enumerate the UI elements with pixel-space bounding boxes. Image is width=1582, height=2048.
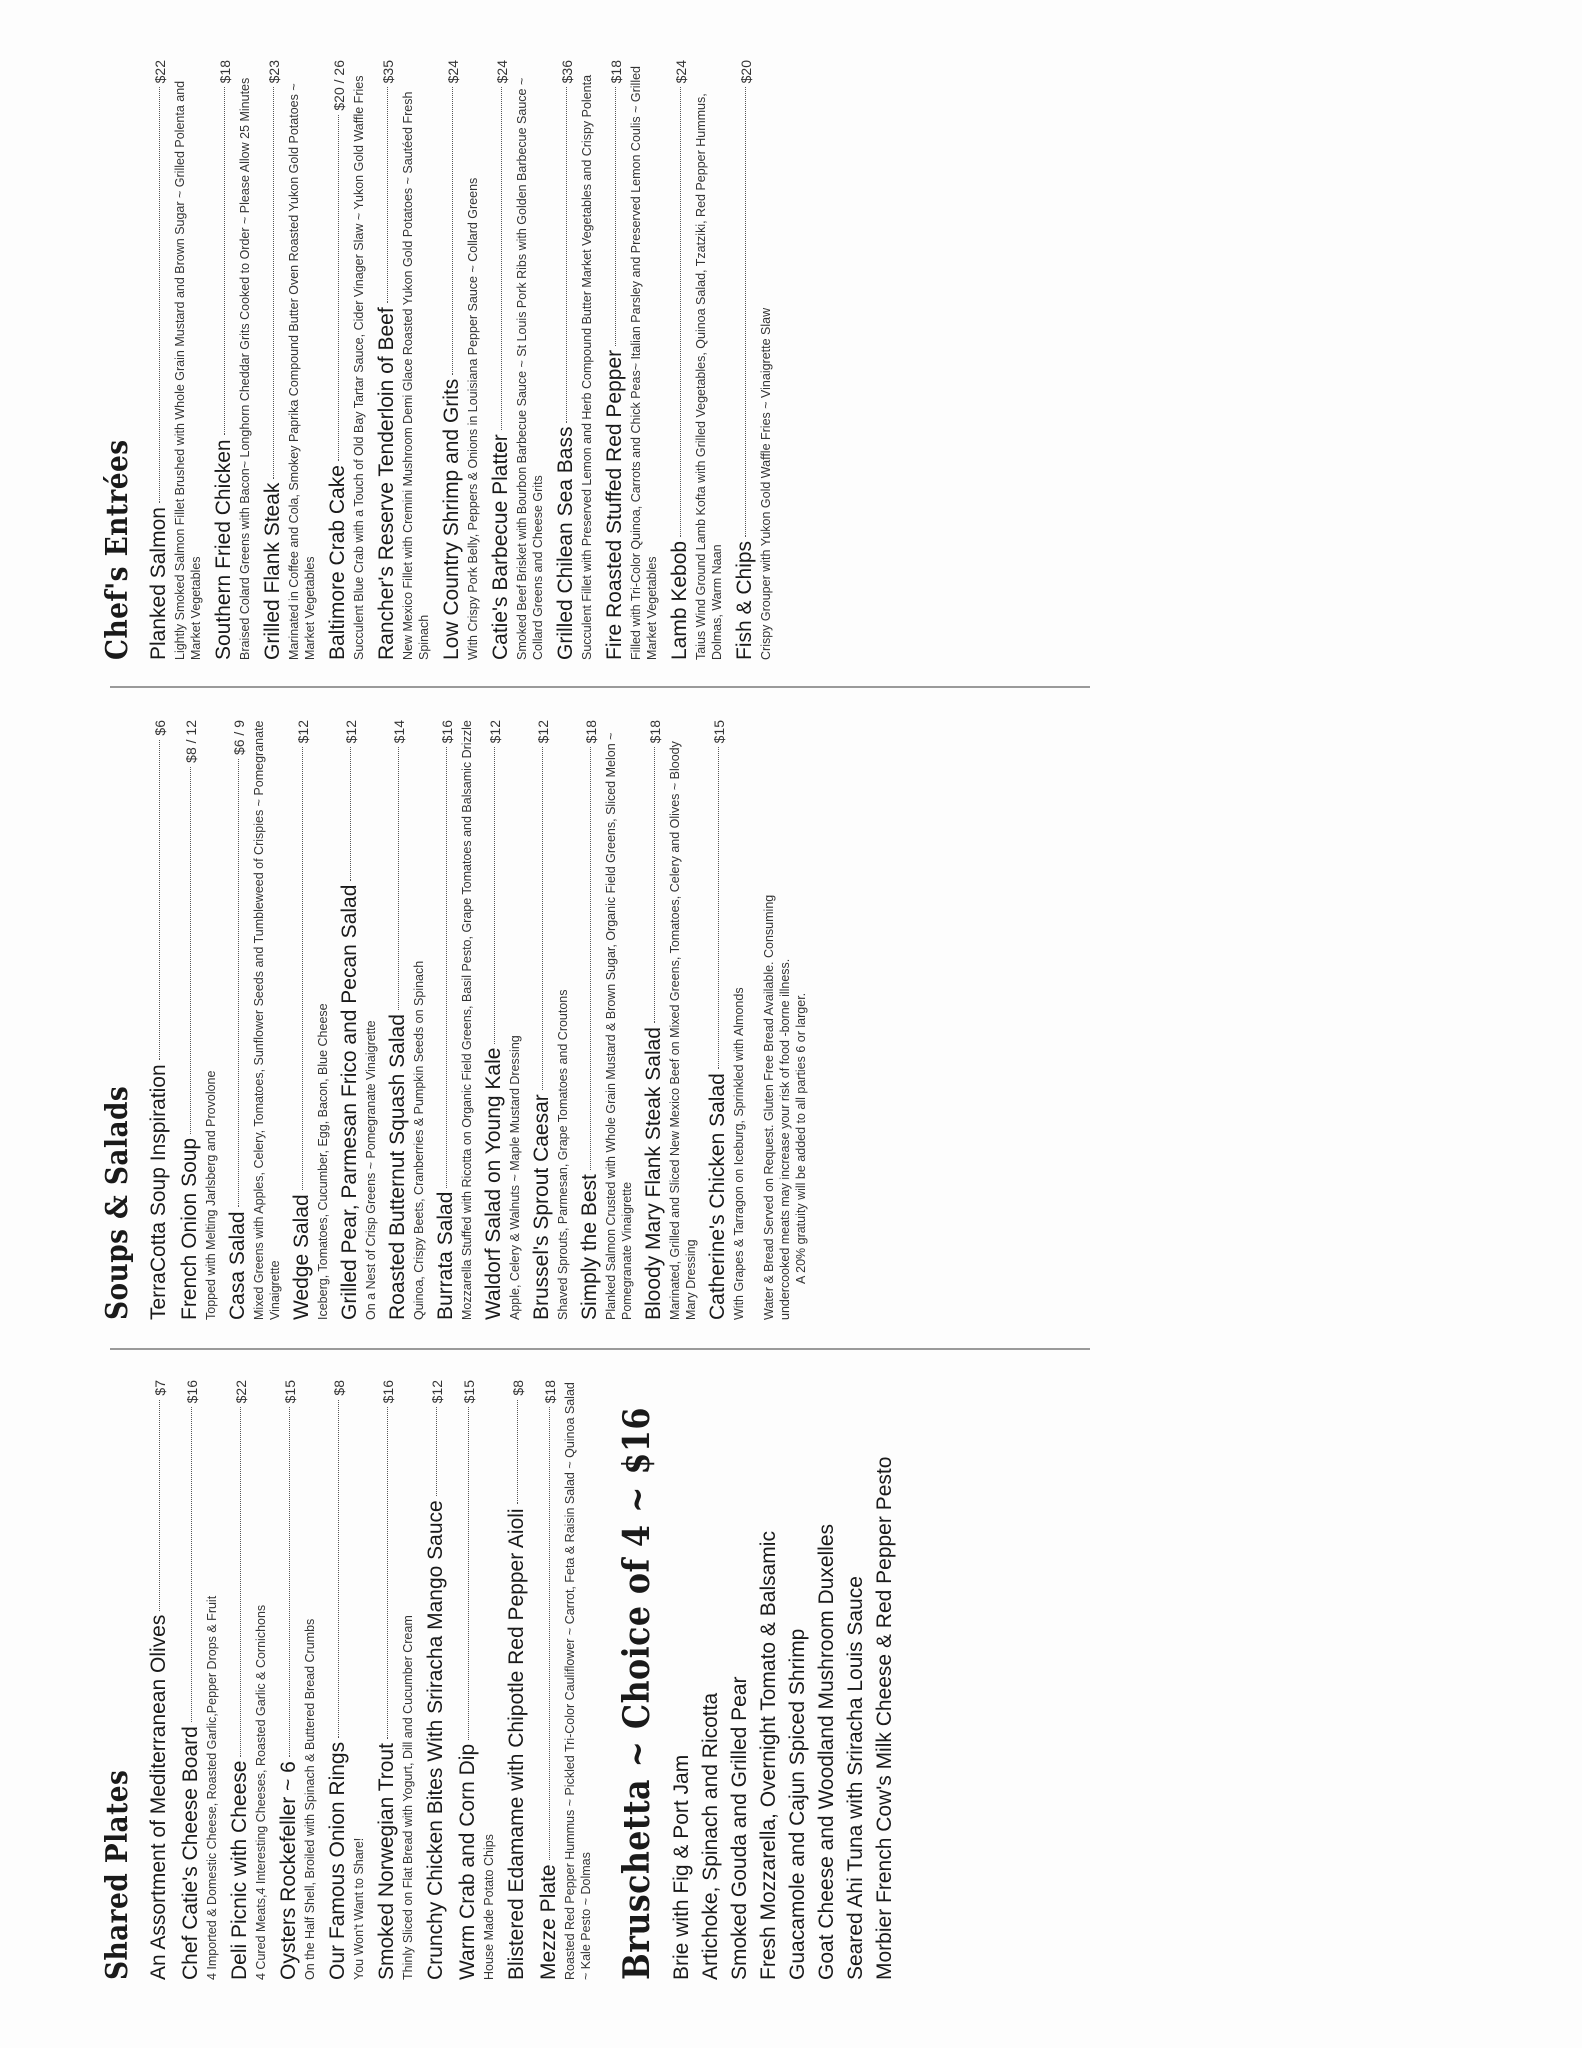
column-divider <box>110 686 1090 688</box>
dot-leader <box>517 1400 518 1505</box>
dot-leader <box>159 740 160 1061</box>
menu-item <box>147 720 171 1320</box>
menu-item-price: $8 <box>510 1380 526 1396</box>
menu-item-row <box>505 1380 529 1980</box>
menu-item-row <box>147 720 171 1320</box>
menu-item-price: $18 <box>608 60 624 84</box>
menu-item <box>277 1380 318 1980</box>
bruschetta-item: Seared Ahi Tuna with Sriracha Louis Sauce <box>844 1576 867 1980</box>
menu-item-name: Catie's Barbecue Platter <box>489 434 512 660</box>
menu-item-price: $22 <box>233 1380 249 1404</box>
menu-item <box>178 720 219 1320</box>
menu-item <box>489 60 546 660</box>
menu-item <box>338 720 379 1320</box>
dot-leader <box>654 747 655 1023</box>
menu-item-price: $18 <box>647 720 663 744</box>
dot-leader <box>224 87 225 435</box>
menu-item-price: $23 <box>266 60 282 84</box>
notice-line-3: A 20% gratuity will be added to all parties 6 or larger. <box>794 992 808 1284</box>
menu-item <box>226 720 283 1320</box>
menu-item <box>578 720 635 1320</box>
menu-item <box>326 60 367 660</box>
menu-item-price: $24 <box>494 60 510 84</box>
menu-item-name: Chef Catie's Cheese Board <box>179 1726 202 1980</box>
menu-item-row <box>578 720 602 1320</box>
menu-item-description: Topped with Melting Jarlsberg and Provolone <box>204 1070 218 1320</box>
menu-item-row <box>375 60 399 660</box>
menu-item-name: Grilled Pear, Parmesan Frico and Pecan Salad <box>338 884 361 1320</box>
menu-item-row <box>554 60 578 660</box>
shared-plates-list <box>147 1380 594 1980</box>
dot-leader <box>542 747 543 1090</box>
dot-leader <box>745 87 746 537</box>
menu-item-name: Grilled Flank Steak <box>261 482 284 660</box>
menu-item-row <box>375 1380 399 1980</box>
menu-item <box>434 720 475 1320</box>
menu-item-row <box>489 60 513 660</box>
menu-item-description: Lightly Smoked Salmon Fillet Brushed with Whole Grain Mustard and Brown Sugar ~ Grilled Polenta and Market Vegetables <box>173 80 203 660</box>
column-divider <box>110 1348 1090 1350</box>
menu-item-name: Fish & Chips <box>733 540 756 660</box>
menu-item-name: Lamb Kebob <box>668 540 691 660</box>
menu-item-row <box>434 720 458 1320</box>
shared-plates-title: Shared Plates <box>100 1769 135 1980</box>
menu-item-description: With Crispy Pork Belly, Peppers & Onions in Louisiana Pepper Sauce ~ Collard Greens <box>466 177 480 660</box>
menu-item <box>290 720 331 1320</box>
menu-item-row <box>537 1380 561 1980</box>
menu-item-price: $24 <box>673 60 689 84</box>
menu-item-description: Iceberg, Tomatoes, Cucumber, Egg, Bacon, Blue Cheese <box>316 1003 330 1320</box>
soups-salads-list <box>147 720 747 1320</box>
bruschetta-item: Brie with Fig & Port Jam <box>670 1754 693 1980</box>
menu-item-price: $6 <box>152 720 168 736</box>
entrees-title: Chef's Entrées <box>100 439 135 660</box>
menu-item-description: Apple, Celery & Walnuts ~ Maple Mustard Dressing <box>508 1035 522 1320</box>
menu-item-name: Our Famous Onion Rings <box>326 1741 349 1980</box>
notice-line-1: Water & Bread Served on Request. Gluten Free Bread Available. Consuming <box>762 894 776 1320</box>
menu-item-name: Waldorf Salad on Young Kale <box>482 1047 505 1320</box>
menu-item-price: $12 <box>535 720 551 744</box>
dot-leader <box>398 747 399 1010</box>
menu-item-description: Shaved Sprouts, Parmesan, Grape Tomatoes and Croutons <box>556 989 570 1320</box>
menu-item-name: Warm Crab and Corn Dip <box>456 1743 479 1980</box>
menu-item-name: Blistered Edamame with Chipotle Red Pepper Aioli <box>505 1508 528 1980</box>
dining-notice <box>761 720 809 1320</box>
menu-item <box>733 60 774 660</box>
menu-item-name: Planked Salmon <box>147 507 170 660</box>
menu-item-row <box>228 1380 252 1980</box>
menu-item-row <box>326 1380 350 1980</box>
menu-item <box>228 1380 269 1980</box>
dot-leader <box>549 1407 550 1860</box>
menu-item <box>537 1380 594 1980</box>
bruschetta-item: Fresh Mozzarella, Overnight Tomato & Balsamic <box>757 1531 780 1980</box>
dot-leader <box>387 87 388 303</box>
menu-item <box>482 720 523 1320</box>
menu-item <box>326 1380 367 1980</box>
menu-item-name: Roasted Butternut Squash Salad <box>386 1014 409 1320</box>
bruschetta-item: Guacamole and Cajun Spiced Shrimp <box>786 1628 809 1980</box>
menu-item-row <box>261 60 285 660</box>
menu-item-row <box>386 720 410 1320</box>
menu-item <box>505 1380 529 1980</box>
dot-leader <box>302 747 303 1190</box>
menu-item-row <box>226 720 250 1320</box>
menu-item <box>706 720 747 1320</box>
menu-content <box>100 60 1100 2000</box>
entrees-section <box>100 60 782 660</box>
soups-salads-title: Soups & Salads <box>100 1085 135 1320</box>
menu-item-description: Quinoa, Crispy Beets, Cranberries & Pumpkin Seeds on Spinach <box>412 960 426 1320</box>
menu-item <box>530 720 571 1320</box>
menu-item-row <box>642 720 666 1320</box>
menu-item-description: Smoked Beef Brisket with Bourbon Barbecue Sauce ~ St Louis Pork Ribs with Golden Barbecue Sauce ~ Collard Greens and Cheese Grits <box>515 77 545 660</box>
menu-item-name: Bloody Mary Flank Steak Salad <box>642 1027 665 1320</box>
menu-item-name: Crunchy Chicken Bites With Sriracha Mango Sauce <box>424 1500 447 1980</box>
menu-item <box>375 1380 416 1980</box>
menu-item-price: $7 <box>152 1380 168 1396</box>
dot-leader <box>718 747 719 1069</box>
menu-item-description: Braised Colard Greens with Bacon~ Longhorn Cheddar Grits Cooked to Order ~ Please Allow 25 Minutes <box>238 77 252 660</box>
dot-leader <box>338 1400 339 1738</box>
menu-item-price: $18 <box>583 720 599 744</box>
menu-item-name: Burrata Salad <box>434 1191 457 1320</box>
menu-item-name: Brussel's Sprout Caesar <box>530 1094 553 1320</box>
dot-leader <box>190 767 191 1134</box>
menu-item-description: Taius Wind Ground Lamb Kofta with Grilled Vegetables, Quinoa Salad, Tzatziki, Red Pepper Hummus, Dolmas, Warm Naan <box>694 93 724 660</box>
menu-item-name: Simply the Best <box>578 1174 601 1320</box>
menu-item-price: $12 <box>429 1380 445 1404</box>
menu-item-description: Crispy Grouper with Yukon Gold Waffle Fries ~ Vinaigrette Slaw <box>759 307 773 660</box>
menu-item <box>554 60 595 660</box>
menu-item-price: $8 <box>331 1380 347 1396</box>
menu-item-price: $12 <box>295 720 311 744</box>
dot-leader <box>590 747 591 1170</box>
menu-item-price: $12 <box>343 720 359 744</box>
bruschetta-item: Smoked Gouda and Grilled Pear <box>728 1676 751 1980</box>
menu-item-row <box>456 1380 480 1980</box>
menu-item-description: 4 Cured Meats,4 Interesting Cheeses, Roasted Garlic & Cornichons <box>254 1604 268 1980</box>
menu-item-description: Filled with Tri-Color Quinoa, Carrots and Chick Peas~ Italian Parsley and Preserved Lemon Coulis ~ Grilled Market Vegetables <box>629 65 659 660</box>
menu-item-price: $15 <box>461 1380 477 1404</box>
menu-item-name: TerraCotta Soup Inspiration <box>147 1064 170 1320</box>
menu-item <box>147 1380 171 1980</box>
menu-item <box>386 720 427 1320</box>
menu-item <box>179 1380 220 1980</box>
menu-item-description: Mixed Greens with Apples, Celery, Tomatoes, Sunflower Seeds and Tumbleweed of Crispies ~ Pomegranate Vinaigrette <box>252 720 282 1320</box>
menu-item-name: Oysters Rockefeller ~ 6 <box>277 1761 300 1980</box>
menu-item-description: New Mexico Fillet with Cremini Mushroom Demi Glace Roasted Yukon Gold Potatoes ~ Sautéed Fresh Spinach <box>401 91 431 660</box>
menu-item-price: $16 <box>439 720 455 744</box>
menu-item-price: $22 <box>152 60 168 84</box>
menu-item-price: $18 <box>217 60 233 84</box>
menu-item-row <box>290 720 314 1320</box>
menu-item <box>424 1380 448 1980</box>
menu-item-row <box>147 60 171 660</box>
dot-leader <box>159 1400 160 1611</box>
menu-item-description: Succulent Fillet with Preserved Lemon and Herb Compound Butter Market Vegetables and Crispy Polenta <box>580 74 594 660</box>
menu-item-price: $12 <box>487 720 503 744</box>
menu-item-row <box>277 1380 301 1980</box>
menu-item-row <box>424 1380 448 1980</box>
menu-item-description: Planked Salmon Crusted with Whole Grain Mustard & Brown Sugar, Organic Field Greens, Sliced Melon ~ Pomegranate Vinaigrette <box>604 732 634 1320</box>
menu-item-row <box>179 1380 203 1980</box>
menu-item <box>261 60 318 660</box>
menu-item-description: Marinated in Coffee and Cola, Smokey Paprika Compound Butter Oven Roasted Yukon Gold Potatoes ~ Market Vegetables <box>287 83 317 660</box>
entrees-list <box>147 60 774 660</box>
menu-item <box>375 60 432 660</box>
dot-leader <box>289 1407 290 1757</box>
dot-leader <box>566 87 567 422</box>
menu-item-price: $8 / 12 <box>183 720 199 763</box>
dot-leader <box>615 87 616 346</box>
menu-item-row <box>440 60 464 660</box>
menu-item <box>440 60 481 660</box>
menu-item-price: $16 <box>184 1380 200 1404</box>
menu-item-description: Mozzarella Stuffed with Ricotta on Organic Field Greens, Basil Pesto, Grape Tomatoes and Balsamic Drizzle <box>460 720 474 1320</box>
dot-leader <box>494 747 495 1043</box>
dot-leader <box>680 87 681 537</box>
menu-item-row <box>706 720 730 1320</box>
menu-item-row <box>733 60 757 660</box>
menu-item-row <box>530 720 554 1320</box>
menu-item-name: Baltimore Crab Cake <box>326 465 349 660</box>
menu-item-description: You Won't Want to Share! <box>352 1837 366 1980</box>
menu-item-price: $35 <box>380 60 396 84</box>
menu-item-price: $14 <box>391 720 407 744</box>
menu-item-price: $18 <box>542 1380 558 1404</box>
menu-item <box>147 60 204 660</box>
menu-item-description: On a Nest of Crisp Greens ~ Pomegranate Vinaigrette <box>364 1020 378 1320</box>
dot-leader <box>350 747 351 880</box>
shared-plates-section <box>100 1380 902 1980</box>
menu-item-description: On the Half Shell, Broiled with Spinach & Buttered Bread Crumbs <box>303 1618 317 1980</box>
dot-leader <box>273 87 274 478</box>
menu-item-description: With Grapes & Tarragon on Iceburg, Sprinkled with Almonds <box>732 987 746 1320</box>
bruschetta-title: Bruschetta ~ Choice of 4 ~ $16 <box>616 1407 658 1980</box>
menu-item-price: $15 <box>282 1380 298 1404</box>
bruschetta-item: Goat Cheese and Woodland Mushroom Duxelles <box>815 1523 838 1980</box>
bruschetta-item: Artichoke, Spinach and Ricotta <box>699 1692 722 1980</box>
menu-item-row <box>482 720 506 1320</box>
menu-item-name: Wedge Salad <box>290 1194 313 1320</box>
bruschetta-list <box>670 1380 897 1980</box>
menu-item-row <box>212 60 236 660</box>
menu-item-row <box>147 1380 171 1980</box>
menu-item <box>456 1380 497 1980</box>
menu-item-name: Deli Picnic with Cheese <box>228 1760 251 1980</box>
dot-leader <box>191 1407 192 1722</box>
menu-item <box>668 60 725 660</box>
menu-item-row <box>178 720 202 1320</box>
menu-item-name: Mezze Plate <box>537 1864 560 1980</box>
dot-leader <box>446 747 447 1187</box>
menu-item-description: Roasted Red Pepper Hummus ~ Pickled Tri-Color Cauliflower ~ Carrot, Feta & Raisin Salad ~ Quinoa Salad ~ Kale Pesto ~ Dolmas <box>563 1382 593 1980</box>
soups-salads-section <box>100 720 809 1320</box>
dot-leader <box>240 1407 241 1756</box>
menu-item-row <box>668 60 692 660</box>
dot-leader <box>338 115 339 461</box>
menu-item-name: Low Country Shrimp and Grits <box>440 378 463 660</box>
menu-item <box>603 60 660 660</box>
notice-line-2: undercooked meats may increase your risk of food -borne illness. <box>778 958 792 1320</box>
menu-item-price: $6 / 9 <box>231 720 247 756</box>
menu-item-description: 4 Imported & Domestic Cheese, Roasted Garlic,Pepper Drops & Fruit <box>205 1595 219 1980</box>
menu-item-name: French Onion Soup <box>178 1137 201 1320</box>
menu-item-price: $20 <box>738 60 754 84</box>
dot-leader <box>452 87 453 374</box>
menu-item-name: Catherine's Chicken Salad <box>706 1073 729 1320</box>
menu-item-description: Succulent Blue Crab with a Touch of Old Bay Tartar Sauce, Cider Vinager Slaw ~ Yukon Gold Waffle Fries <box>352 75 366 660</box>
menu-item-price: $20 / 26 <box>331 60 347 111</box>
menu-item-price: $15 <box>711 720 727 744</box>
menu-item-name: Casa Salad <box>226 1211 249 1320</box>
dot-leader <box>238 759 239 1207</box>
menu-item-description: House Made Potato Chips <box>482 1834 496 1980</box>
menu-item-name: Fire Roasted Stuffed Red Pepper <box>603 349 626 660</box>
menu-item-row <box>603 60 627 660</box>
menu-item-price: $24 <box>445 60 461 84</box>
menu-item-name: An Assortment of Mediterranean Olives <box>147 1614 170 1980</box>
dot-leader <box>159 87 160 503</box>
dot-leader <box>468 1407 469 1740</box>
menu-item-description: Thinly Sliced on Flat Bread with Yogurt, Dill and Cucumber Cream <box>401 1615 415 1980</box>
menu-item-name: Southern Fried Chicken <box>212 439 235 660</box>
menu-item-name: Grilled Chilean Sea Bass <box>554 426 577 660</box>
dot-leader <box>501 87 502 430</box>
menu-item-name: Smoked Norwegian Trout <box>375 1743 398 1980</box>
menu-item-name: Rancher's Reserve Tenderloin of Beef <box>375 307 398 660</box>
dot-leader <box>387 1407 388 1739</box>
bruschetta-item: Morbier French Cow's Milk Cheese & Red Pepper Pesto <box>873 1456 896 1980</box>
menu-item <box>642 720 699 1320</box>
menu-item-row <box>338 720 362 1320</box>
menu-item-row <box>326 60 350 660</box>
menu-item-price: $16 <box>380 1380 396 1404</box>
menu-item-description: Marinated, Grilled and Sliced New Mexico Beef on Mixed Greens, Tomatoes, Celery and Olives ~ Bloody Mary Dressing <box>668 741 698 1320</box>
dot-leader <box>436 1407 437 1496</box>
menu-item-price: $36 <box>559 60 575 84</box>
menu-item <box>212 60 253 660</box>
